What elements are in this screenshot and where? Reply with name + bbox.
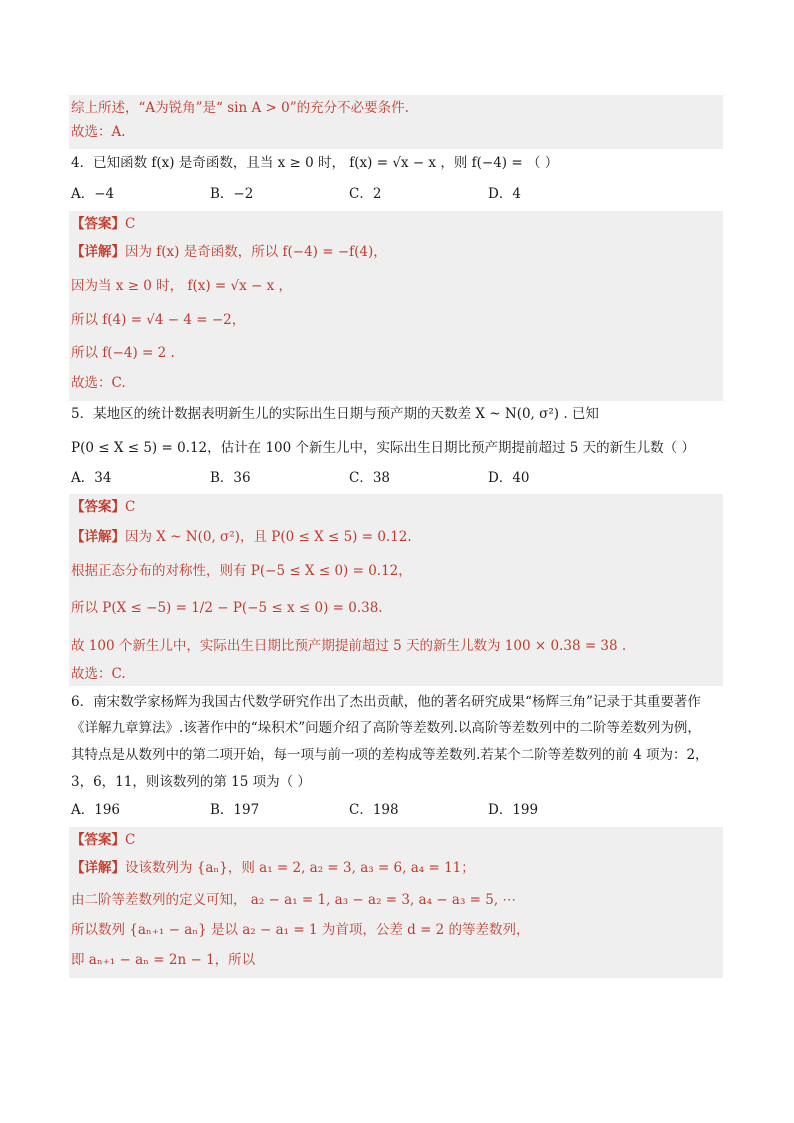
option-c: C．38 [349, 470, 391, 486]
question-5-options [71, 468, 721, 488]
question-6-stem-2: 《详解九章算法》.该著作中的“垛积术”问题介绍了高阶等差数列.以高阶等差数列中的二阶等差数列为例， [71, 720, 701, 736]
detail-line-q4-1 [71, 242, 387, 262]
detail-tag: 【详解】 [71, 529, 125, 545]
question-6-stem-1: 6．南宋数学家杨辉为我国古代数学研究作出了杰出贡献，他的著名研究成果“杨辉三角”记录于其重要著作 [71, 694, 701, 710]
question-6-stem-3: 其特点是从数列中的第二项开始，每一项与前一项的差构成等差数列.若某个二阶等差数列的前 4 项为：2， [71, 747, 709, 763]
option-b: B．36 [210, 470, 251, 486]
detail-text: 因为 f(x) 是奇函数，所以 f(−4) = −f(4)， [125, 244, 387, 260]
choice-text: 故选：A. [71, 124, 126, 140]
detail-text: 因为 X ~ N(0, σ²)，且 P(0 ≤ X ≤ 5) = 0.12. [125, 529, 412, 545]
detail-line-q5-4: 故 100 个新生儿中，实际出生日期比预产期提前超过 5 天的新生儿数为 100 × 0.38 = 38 . [71, 638, 627, 654]
detail-line-q6-1 [71, 858, 475, 878]
answer-value: C [125, 216, 136, 232]
option-a: A．196 [71, 802, 121, 818]
detail-line-q6-3: 所以数列 {aₙ₊₁ − aₙ} 是以 a₂ − a₁ = 1 为首项，公差 d = 2 的等差数列， [71, 922, 530, 938]
option-b: B．197 [210, 802, 260, 818]
option-d: D．4 [488, 186, 521, 202]
option-c: C．2 [349, 186, 382, 202]
answer-value: C [125, 832, 136, 848]
detail-line-q4-3: 所以 f(4) = √4 − 4 = −2， [71, 312, 246, 328]
detail-line-q4-5: 故选：C. [71, 375, 126, 391]
detail-tag: 【详解】 [71, 244, 125, 260]
question-6-options [71, 800, 721, 820]
detail-line-q6-2: 由二阶等差数列的定义可知， a₂ − a₁ = 1, a₃ − a₂ = 3, a₄ − a₃ = 5, ⋯ [71, 892, 516, 908]
detail-tag: 【详解】 [71, 860, 125, 876]
option-c: C．198 [349, 802, 399, 818]
option-b: B．−2 [210, 186, 254, 202]
question-5-stem-2: P(0 ≤ X ≤ 5) = 0.12，估计在 100 个新生儿中，实际出生日期比预产期提前超过 5 天的新生儿数（ ） [71, 440, 695, 456]
answer-line-q4 [71, 214, 135, 234]
option-d: D．40 [488, 470, 530, 486]
question-4-options [71, 184, 721, 204]
option-a: A．34 [71, 470, 112, 486]
detail-text: 设该数列为 {aₙ}，则 a₁ = 2, a₂ = 3, a₃ = 6, a₄ = 11； [125, 860, 475, 876]
answer-tag: 【答案】 [71, 216, 125, 232]
detail-line-q4-2: 因为当 x ≥ 0 时， f(x) = √x − x ， [71, 278, 293, 294]
option-a: A．−4 [71, 186, 115, 202]
question-5-stem-1: 5．某地区的统计数据表明新生儿的实际出生日期与预产期的天数差 X ~ N(0, σ²) . 已知 [71, 406, 599, 422]
detail-line-q4-4: 所以 f(−4) = 2 . [71, 345, 175, 361]
answer-line-q5 [71, 497, 135, 517]
option-d: D．199 [488, 802, 539, 818]
answer-tag: 【答案】 [71, 499, 125, 515]
detail-line-q5-1 [71, 527, 412, 547]
answer-value: C [125, 499, 136, 515]
detail-line-q5-5: 故选：C. [71, 666, 126, 682]
conclusion-text: 综上所述，“A为锐角”是“ sin A > 0”的充分不必要条件. [71, 100, 409, 116]
solution-block-q4 [69, 211, 723, 401]
answer-line-q6 [71, 830, 135, 850]
detail-line-q5-3: 所以 P(X ≤ −5) = 1/2 − P(−5 ≤ x ≤ 0) = 0.38. [71, 600, 383, 616]
answer-tag: 【答案】 [71, 832, 125, 848]
detail-line-q6-4: 即 aₙ₊₁ − aₙ = 2n − 1，所以 [71, 952, 256, 968]
solution-block-q5 [69, 494, 723, 686]
question-4-stem: 4．已知函数 f(x) 是奇函数，且当 x ≥ 0 时， f(x) = √x − x ，则 f(−4) = （ ） [71, 155, 559, 171]
question-6-stem-4: 3，6，11，则该数列的第 15 项为（ ） [71, 774, 311, 790]
detail-line-q5-2: 根据正态分布的对称性，则有 P(−5 ≤ X ≤ 0) = 0.12， [71, 563, 412, 579]
